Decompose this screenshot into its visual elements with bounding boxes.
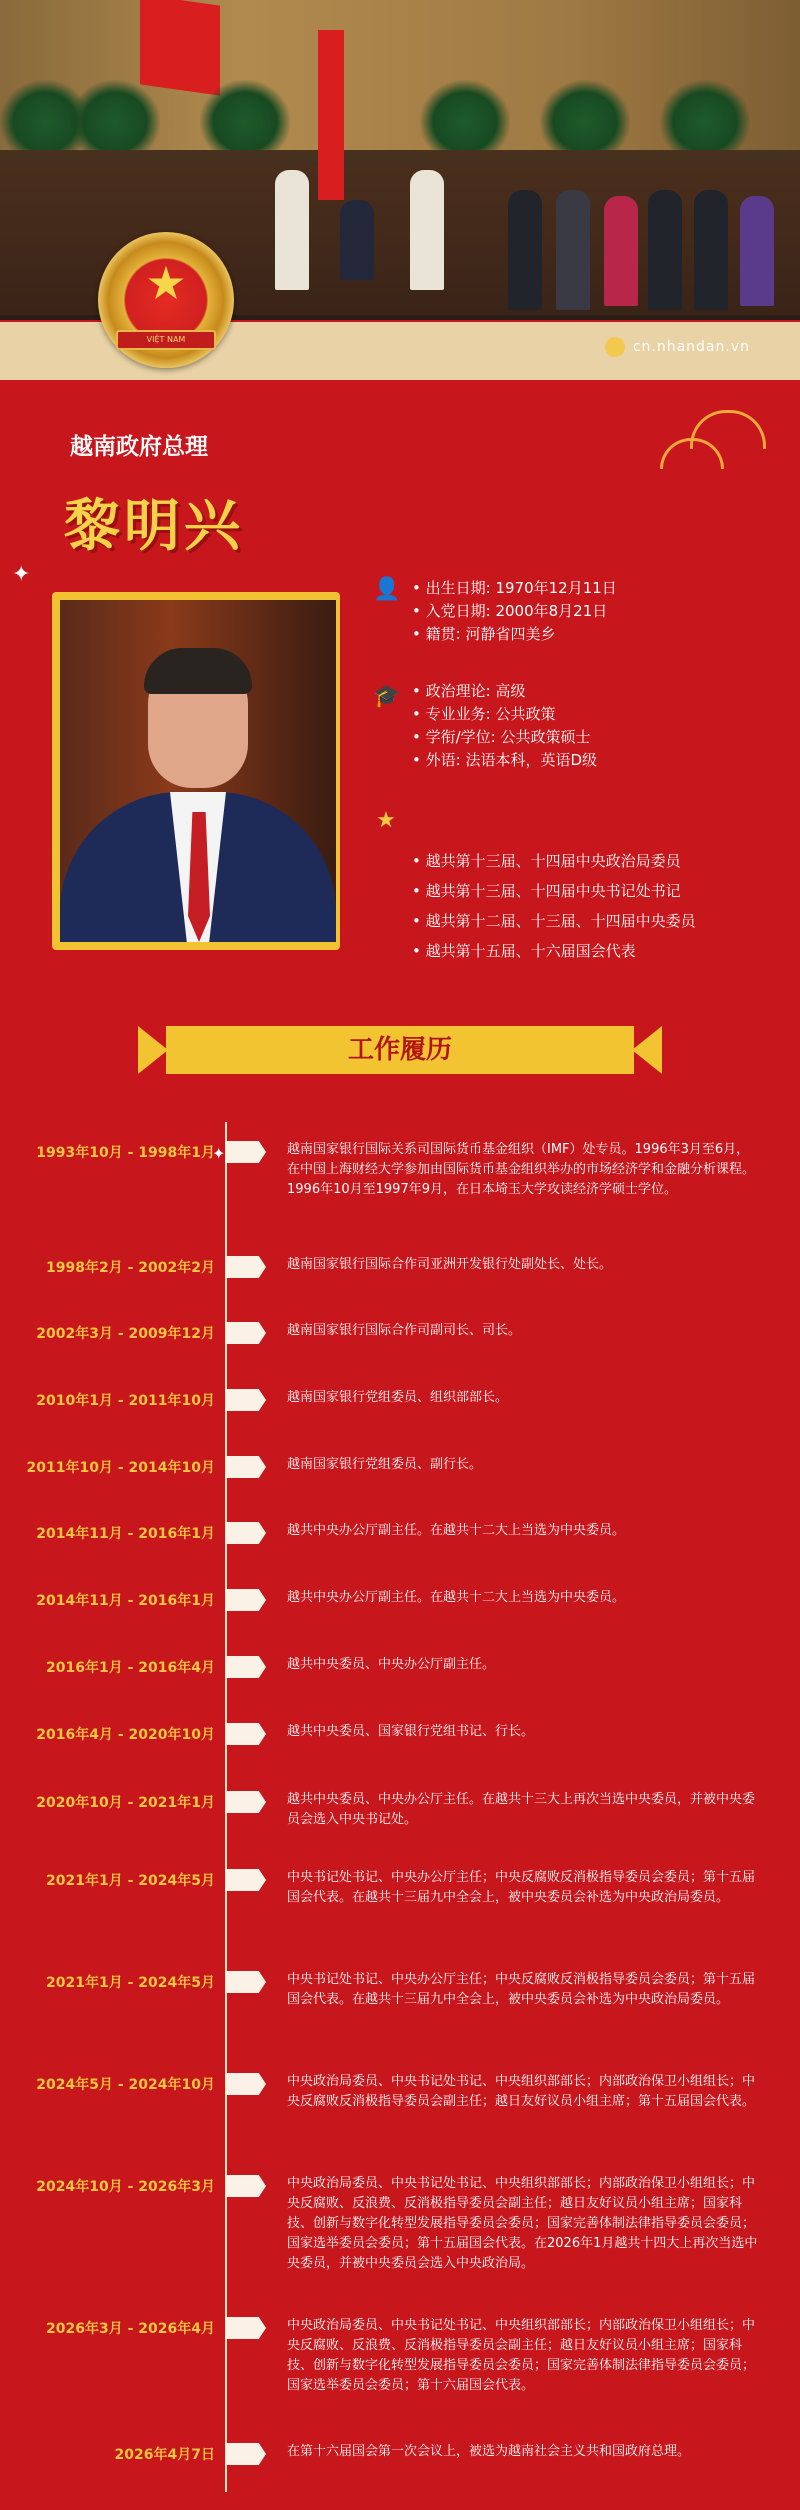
timeline-date: 2016年4月 - 2020年10月: [36, 1727, 215, 1743]
timeline-marker: [226, 1589, 266, 1611]
timeline-description: 中央政治局委员、中央书记处书记、中央组织部部长；内部政治保卫小组组长；中央反腐败、反浪费、反消极指导委员会副主任；越日友好议员小组主席；国家科技、创新与数字化转型发展指导委员会委员；国家完善体制法律指导委员会委员；国家选举委员会委员；第十五届国会代表。在2026年1月越共十四大上再次当选中央委员，并被中央委员会选入中央政治局。: [287, 2176, 758, 2271]
person-icon: 👤: [373, 577, 401, 602]
timeline-description: 越共中央委员、中央办公厅副主任。: [287, 1657, 496, 1672]
plant: [540, 80, 630, 150]
subtitle: 越南政府总理: [70, 434, 208, 460]
party-date: • 入党日期: 2000年8月21日: [412, 600, 617, 623]
portrait-photo: [60, 600, 336, 942]
national-emblem: ★ VIỆT NAM: [98, 232, 234, 368]
timeline-description: 越南国家银行党组委员、副行长。: [287, 1457, 483, 1472]
timeline-date: 2014年11月 - 2016年1月: [36, 1526, 215, 1542]
timeline-marker: [226, 1389, 266, 1411]
section-title: 工作履历: [347, 1035, 452, 1065]
portrait-frame: [52, 592, 340, 950]
timeline-marker: [226, 1869, 266, 1891]
timeline-marker: [226, 1522, 266, 1544]
hometown: • 籍贯: 河静省四美乡: [412, 623, 617, 646]
timeline-description: 越共中央办公厅副主任。在越共十二大上当选为中央委员。: [287, 1590, 626, 1605]
person: [694, 190, 728, 310]
person: [604, 196, 638, 306]
timeline-description: 越南国家银行党组委员、组织部部长。: [287, 1390, 509, 1405]
timeline-date: 2002年3月 - 2009年12月: [36, 1326, 215, 1342]
honor-guard: [410, 170, 444, 290]
person: [740, 196, 774, 306]
timeline-marker: [226, 1723, 266, 1745]
timeline-date: 2024年5月 - 2024年10月: [36, 2077, 215, 2093]
timeline-marker: [226, 1656, 266, 1678]
timeline-marker: [226, 1141, 266, 1163]
sparkle-icon: ✦: [12, 562, 31, 587]
source-watermark: [605, 337, 750, 357]
timeline-date: 2011年10月 - 2014年10月: [26, 1460, 215, 1476]
timeline-date: 1998年2月 - 2002年2月: [46, 1260, 215, 1276]
person: [556, 190, 590, 310]
timeline-date: 2026年3月 - 2026年4月: [46, 2321, 215, 2337]
timeline-description: 越南国家银行国际关系司国际货币基金组织（IMF）处专员。1996年3月至6月，在中国上海财经大学参加由国际货币基金组织举办的市场经济学和金融分析课程。1996年10月至1997年9月，在日本埼玉大学攻读经济学硕士学位。: [287, 1142, 756, 1197]
education-info: • 政治理论: 高级 • 专业业务: 公共政策 • 学衔/学位: 公共政策硕士 • 外语: 法语本科，英语D级: [412, 680, 597, 772]
timeline-marker: [226, 1971, 266, 1993]
plant: [70, 80, 160, 150]
timeline-marker: [226, 2317, 266, 2339]
timeline-date: 2010年1月 - 2011年10月: [36, 1393, 215, 1409]
timeline-description: 越共中央委员、中央办公厅主任。在越共十三大上再次当选中央委员，并被中央委员会选入中央书记处。: [287, 1792, 756, 1827]
timeline-date: 2021年1月 - 2024年5月: [46, 1975, 215, 1991]
section-banner: [138, 1026, 662, 1074]
timeline-marker: [226, 1791, 266, 1813]
person: [340, 200, 374, 280]
positions-info: • 越共第十三届、十四届中央政治局委员 • 越共第十三届、十四届中央书记处书记 • 越共第十二届、十三届、十四届中央委员 • 越共第十五届、十六届国会代表: [412, 846, 696, 966]
honor-guard: [275, 170, 309, 290]
timeline-marker: [226, 1322, 266, 1344]
personal-info: [412, 577, 617, 646]
timeline-description: 中央政治局委员、中央书记处书记、中央组织部部长；内部政治保卫小组组长；中央反腐败反消极指导委员会副主任；越日友好议员小组主席；第十五届国会代表。: [287, 2074, 756, 2109]
sparkle-icon: ✦: [212, 1144, 226, 1163]
timeline-description: 越南国家银行国际合作司亚洲开发银行处副处长、处长。: [287, 1257, 613, 1272]
timeline-date: 1993年10月 - 1998年1月: [36, 1145, 215, 1161]
timeline-date: 2014年11月 - 2016年1月: [36, 1593, 215, 1609]
timeline-marker: [226, 1256, 266, 1278]
plant: [200, 80, 290, 150]
source-text: cn.nhandan.vn: [632, 339, 750, 355]
timeline-description: 越共中央办公厅副主任。在越共十二大上当选为中央委员。: [287, 1523, 626, 1538]
nhandan-logo-icon: [605, 337, 625, 357]
timeline-date: 2024年10月 - 2026年3月: [36, 2179, 215, 2195]
birth-date: • 出生日期: 1970年12月11日: [412, 577, 617, 600]
timeline-description: 中央书记处书记、中央办公厅主任；中央反腐败反消极指导委员会委员；第十五届国会代表。在越共十三届九中全会上，被中央委员会补选为中央政治局委员。: [287, 1972, 756, 2007]
timeline-date: 2026年4月7日: [114, 2447, 215, 2463]
timeline-marker: [226, 2073, 266, 2095]
timeline-date: 2020年10月 - 2021年1月: [36, 1795, 215, 1811]
plant: [660, 80, 750, 150]
timeline-description: 越南国家银行国际合作司副司长、司长。: [287, 1323, 522, 1338]
timeline-marker: [226, 2443, 266, 2465]
timeline-date: 2021年1月 - 2024年5月: [46, 1873, 215, 1889]
star-badge-icon: ★: [376, 808, 396, 833]
graduation-cap-icon: 🎓: [373, 684, 401, 709]
person: [508, 190, 542, 310]
timeline-date: 2016年1月 - 2016年4月: [46, 1660, 215, 1676]
timeline-marker: [226, 1456, 266, 1478]
timeline-description: 中央政治局委员、中央书记处书记、中央组织部部长；内部政治保卫小组组长；中央反腐败、反浪费、反消极指导委员会副主任；越日友好议员小组主席；国家科技、创新与数字化转型发展指导委员会委员；国家完善体制法律指导委员会委员；国家选举委员会委员；第十六届国会代表。: [287, 2318, 756, 2393]
page-title: 黎明兴: [64, 494, 244, 559]
person: [648, 190, 682, 310]
timeline-description: 越共中央委员、国家银行党组书记、行长。: [287, 1724, 535, 1739]
timeline-marker: [226, 2175, 266, 2197]
plant: [420, 80, 510, 150]
flag-pole: [318, 30, 344, 200]
timeline-description: 中央书记处书记、中央办公厅主任；中央反腐败反消极指导委员会委员；第十五届国会代表。在越共十三届九中全会上，被中央委员会补选为中央政治局委员。: [287, 1870, 756, 1905]
timeline-description: 在第十六届国会第一次会议上，被选为越南社会主义共和国政府总理。: [287, 2444, 691, 2459]
